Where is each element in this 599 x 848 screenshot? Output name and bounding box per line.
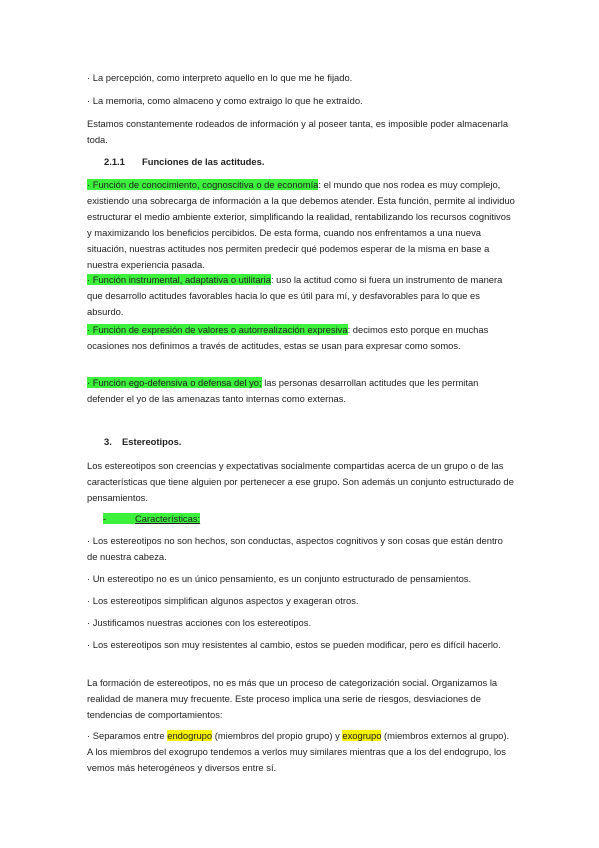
paragraph-funcion-instrumental	[87, 272, 515, 320]
highlight-label: - Características:	[103, 513, 200, 524]
paragraph-funcion-ego-defensiva	[87, 375, 515, 407]
heading-title: Estereotipos.	[122, 436, 182, 447]
paragraph-memoria: · La memoria, como almaceno y como extraigo lo que he extraído.	[87, 95, 363, 106]
list-item-caracteristica: · Un estereotipo no es un único pensamiento, es un conjunto estructurado de pensamientos.	[87, 573, 472, 584]
paragraph-estereotipos-definicion: Los estereotipos son creencias y expectativas socialmente compartidas acerca de un grupo o de las características que tiene alguien por pertenecer a ese grupo. Son además un conjunto estructurado de pensamientos.	[87, 460, 514, 503]
highlight-label: · Función de conocimiento, cognoscitiva o de economía	[87, 179, 319, 190]
heading-number: 2.1.1	[104, 156, 125, 167]
list-item-caracteristica: · Los estereotipos son muy resistentes al cambio, estos se pueden modificar, pero es difícil hacerlo.	[87, 639, 501, 650]
paragraph-percepcion: · La percepción, como interpreto aquello en lo que me he fijado.	[87, 72, 353, 83]
list-item-caracteristica: · Los estereotipos simplifican algunos aspectos y exageran otros.	[87, 595, 359, 606]
paragraph-text: las personas desarrollan actitudes que les permitan defender el yo de las amenazas tanto internas como externas.	[87, 377, 479, 404]
heading-title: Funciones de las actitudes.	[142, 156, 265, 167]
paragraph-endogrupo-exogrupo: · Separamos entre endogrupo (miembros del propio grupo) y exogrupo (miembros externos al grupo). A los miembros del exogrupo tendemos a verlos muy similares mientras que a los del endogrupo, los vemos más heterogéneos y diversos entre sí.	[87, 730, 510, 773]
heading-number: 3.	[104, 436, 112, 447]
heading-estereotipos	[104, 434, 504, 450]
list-item-caracteristica: · Justificamos nuestras acciones con los estereotipos.	[87, 617, 312, 628]
highlight-endogrupo: endogrupo	[167, 730, 213, 741]
list-item-caracteristica: · Los estereotipos no son hechos, son conductas, aspectos cognitivos y son cosas que están dentro de nuestra cabeza.	[87, 535, 503, 562]
paragraph-text: : el mundo que nos rodea es muy complejo, existiendo una sobrecarga de información a la que debemos atender. Esta función, permite al individuo estructurar el medio ambiente exterior, simplificando la realidad, rentabilizando los recursos cognitivos y maximizando los beneficios percibidos. De esta forma, cuando nos enfrentamos a una nueva situación, nuestras actitudes nos permiten predecir qué podemos esperar de la misma en base a nuestra experiencia pasada.	[87, 179, 515, 270]
paragraph-text: : decimos esto porque en muchas ocasiones nos definimos a través de actitudes, estas se usan para expresar como somos.	[87, 324, 489, 351]
highlight-exogrupo: exogrupo	[342, 730, 382, 741]
highlight-label: · Función instrumental, adaptativa o utilitaria	[87, 274, 271, 285]
paragraph-formacion-estereotipos: La formación de estereotipos, no es más que un proceso de categorización social. Organizamos la realidad de manera muy frecuente. Este proceso implica una serie de riesgos, desviaciones de tendencias de comportamientos:	[87, 677, 498, 720]
highlight-label: · Función ego-defensiva o defensa del yo;	[87, 377, 262, 388]
paragraph-informacion: Estamos constantemente rodeados de información y al poseer tanta, es imposible poder almacenarla toda.	[87, 118, 509, 145]
highlight-label: · Función de expresión de valores o autorrealización expresiva	[87, 324, 348, 335]
paragraph-text: : uso la actitud como si fuera un instrumento de manera que desarrollo actitudes favorables hacia lo que es útil para mí, y desfavorables para lo que es absurdo.	[87, 274, 503, 317]
paragraph-funcion-conocimiento	[87, 177, 515, 273]
bullet: -	[103, 513, 107, 524]
heading-funciones-actitudes	[104, 154, 504, 170]
subheading-caracteristicas	[103, 511, 503, 527]
paragraph-funcion-expresion	[87, 322, 515, 354]
